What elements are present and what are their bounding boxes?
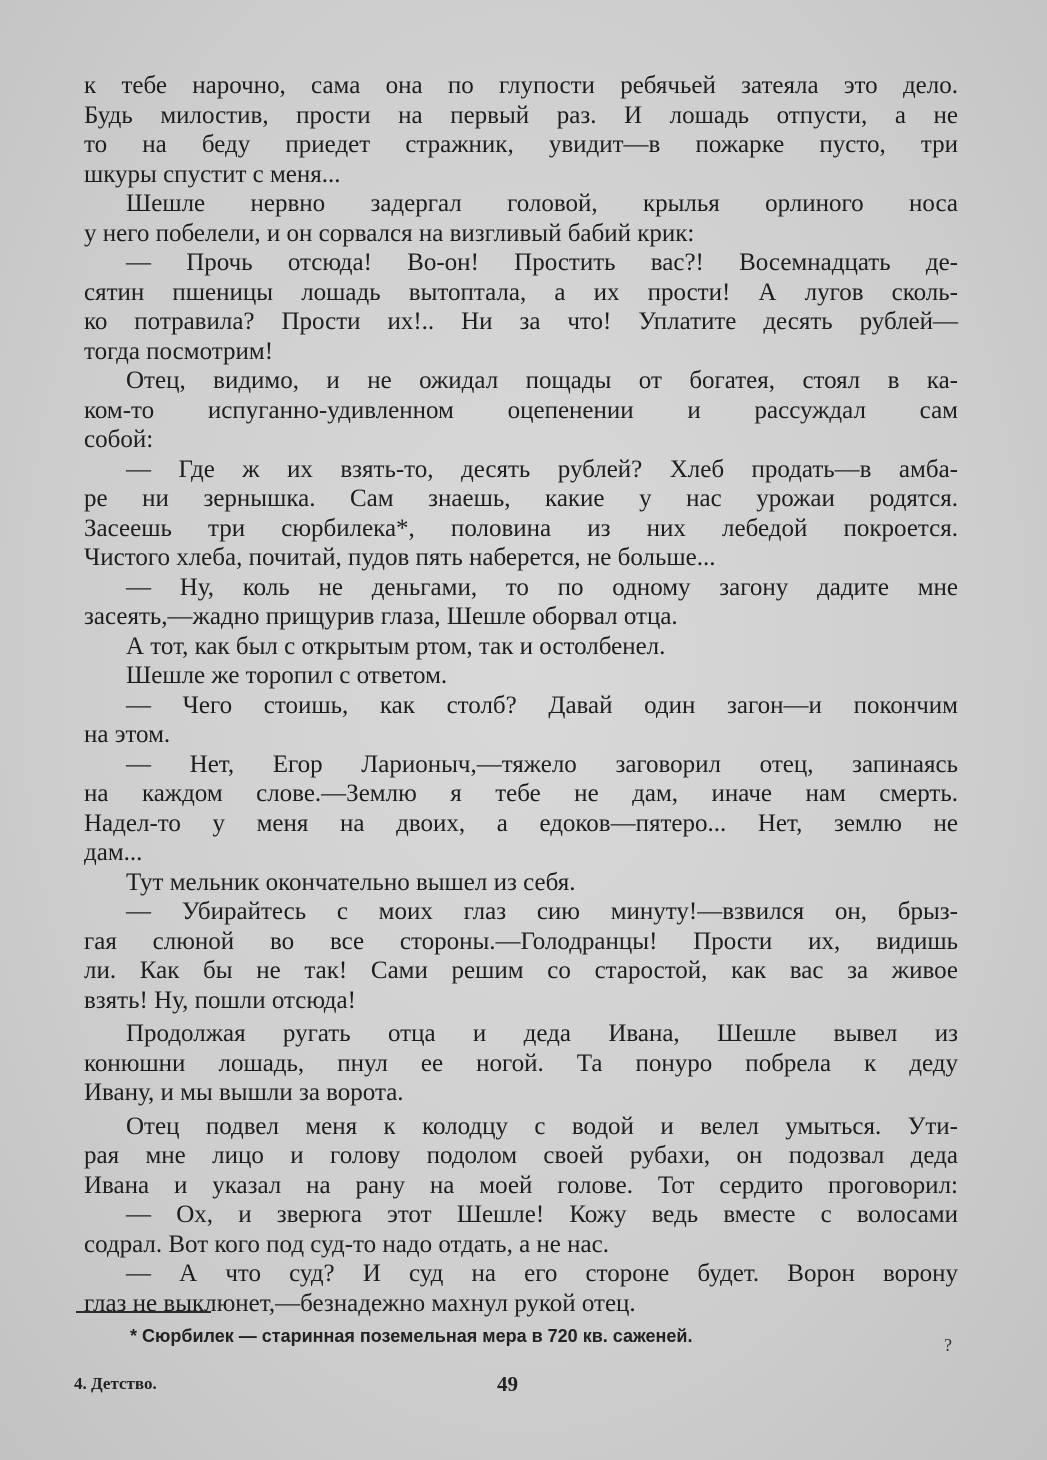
text-line: сятин пшеницы лошадь вытоптала, а их прости! А лугов сколь-: [84, 278, 958, 306]
text-line: дам...: [84, 839, 143, 866]
text-line: собой:: [84, 426, 154, 453]
text-line: — Ну, коль не деньгами, то по одному загону дадите мне: [126, 573, 958, 601]
text-line: — Где ж их взять-то, десять рублей? Хлеб продать—в амба-: [126, 455, 958, 483]
footnote-divider: [76, 1311, 211, 1313]
text-line: Шешле же торопил с ответом.: [126, 662, 448, 689]
text-line: Засеешь три сюрбилека*, половина из них лебедой покроется.: [84, 514, 958, 542]
text-line: взять! Ну, пошли отсюда!: [84, 986, 356, 1014]
text-line: Чистого хлеба, почитай, пудов пять наберется, не больше...: [84, 544, 716, 571]
margin-mark: ?: [944, 1335, 952, 1355]
text-line: конюшни лошадь, пнул ее ногой. Та понуро побрела к деду: [84, 1049, 958, 1077]
text-line: Шешле нервно задергал головой, крылья орлиного носа: [126, 190, 958, 217]
text-line: тогда посмотрим!: [84, 337, 274, 365]
text-line: на этом.: [84, 721, 171, 748]
text-line: ком-то испуганно-удивленном оцепенении и рассуждал сам: [84, 396, 958, 424]
text-line: Будь милостив, прости на первый раз. И лошадь отпусти, а не: [84, 101, 958, 129]
text-line: — А что суд? И суд на его стороне будет. Ворон ворону: [126, 1260, 958, 1287]
text-line: ре ни зернышка. Сам знаешь, какие у нас урожаи родятся.: [84, 485, 958, 512]
text-line: глаз не выклюнет,—безнадежно махнул рукой отец.: [84, 1289, 636, 1317]
text-line: Отец подвел меня к колодцу с водой и велел умыться. Ути-: [126, 1112, 958, 1140]
text-line: Отец, видимо, и не ожидал пощады от богатея, стоял в ка-: [126, 367, 958, 394]
text-line: Ивана и указал на рану на моей голове. Тот сердито проговорил:: [84, 1171, 958, 1199]
footnote: * Сюрбилек — старинная поземельная мера в 720 кв. саженей.: [130, 1326, 693, 1346]
text-line: гая слюной во все стороны.—Голодранцы! Прости их, видишь: [84, 927, 958, 955]
text-line: А тот, как был с открытым ртом, так и остолбенел.: [126, 632, 666, 660]
signature-folio: 4. Детство.: [74, 1374, 157, 1393]
text-line: — Прочь отсюда! Во-он! Простить вас?! Восемнадцать де-: [126, 249, 958, 276]
text-line: то на беду приедет стражник, увидит—в пожарке пусто, три: [84, 131, 958, 158]
text-line: ко потравила? Прости их!.. Ни за что! Уплатите десять рублей—: [84, 308, 958, 335]
text-line: — Чего стоишь, как столб? Давай один загон—и покончим: [126, 691, 958, 719]
text-line: — Нет, Егор Ларионыч,—тяжело заговорил отец, запинаясь: [126, 750, 958, 778]
page-number: 49: [497, 1372, 518, 1396]
text-line: Надел-то у меня на двоих, а едоков—пятеро... Нет, землю не: [84, 809, 958, 837]
page-body-text: [84, 71, 958, 1318]
text-line: — Ох, и зверюга этот Шешле! Кожу ведь вместе с волосами: [126, 1201, 958, 1228]
text-line: засеять,—жадно прищурив глаза, Шешле оборвал отца.: [84, 603, 678, 630]
text-line: содрал. Вот кого под суд-то надо отдать, а не нас.: [84, 1230, 609, 1258]
text-line: на каждом слове.—Землю я тебе не дам, иначе нам смерть.: [84, 780, 958, 807]
text-line: Ивану, и мы вышли за ворота.: [84, 1079, 404, 1106]
text-line: рая мне лицо и голову подолом своей рубахи, он подозвал деда: [84, 1142, 958, 1169]
text-line: у него побелели, и он сорвался на визгливый бабий крик:: [84, 219, 695, 247]
text-line: ли. Как бы не так! Сами решим со старостой, как вас за живое: [84, 957, 958, 984]
text-line: Тут мельник окончательно вышел из себя.: [126, 868, 576, 896]
text-line: шкуры спустит с меня...: [84, 160, 341, 188]
text-line: к тебе нарочно, сама она по глупости ребячьей затеяла это дело.: [84, 72, 958, 99]
text-line: Продолжая ругать отца и деда Ивана, Шешле вывел из: [126, 1020, 958, 1047]
text-line: — Убирайтесь с моих глаз сию минуту!—взвился он, брыз-: [126, 898, 958, 925]
